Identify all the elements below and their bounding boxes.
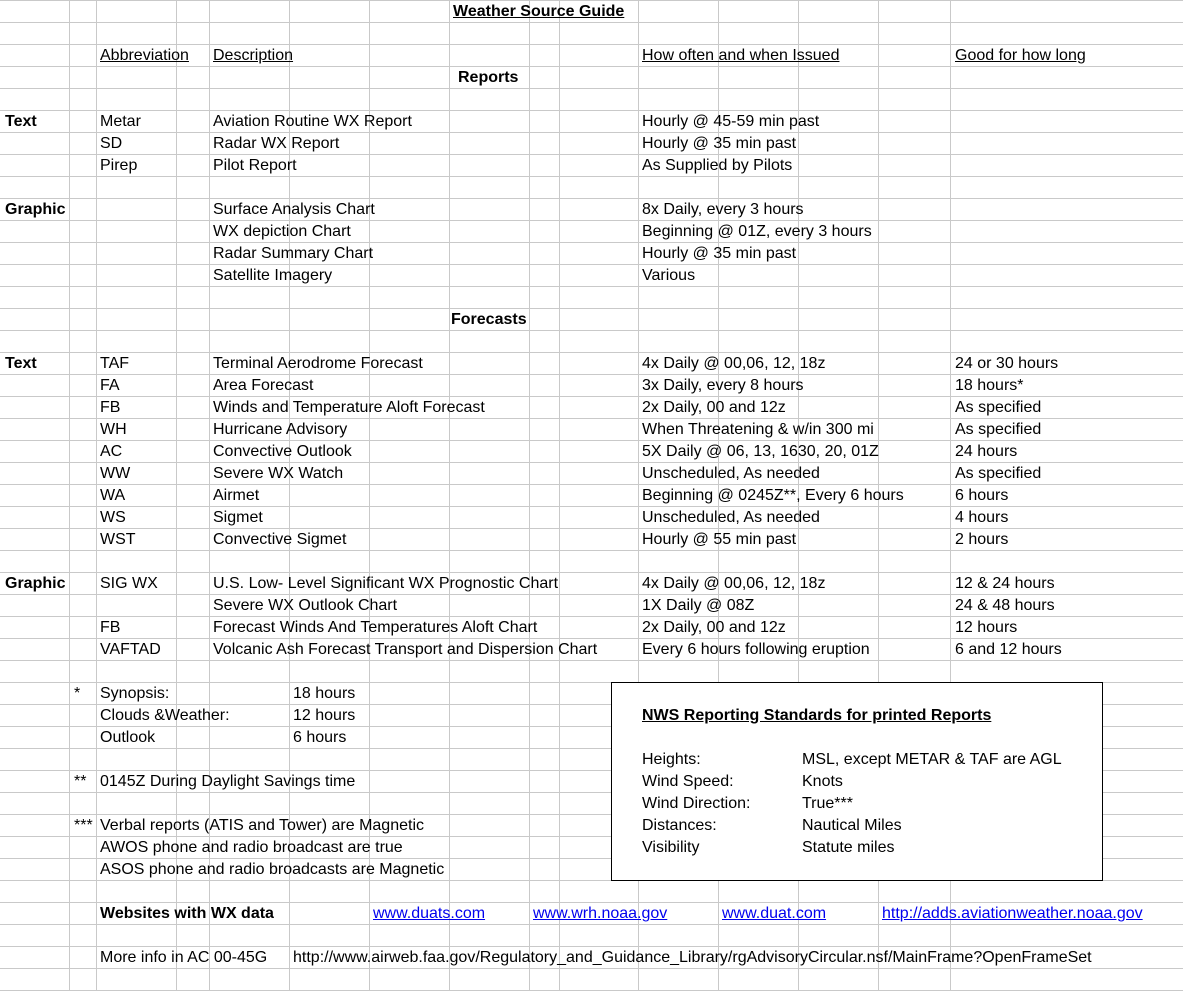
cell-description: Severe WX Watch <box>213 465 344 482</box>
websites-label: Websites with WX data <box>100 905 274 922</box>
gridline-row <box>0 286 1183 287</box>
cell-abbreviation: WW <box>100 465 131 482</box>
cell-description: Radar WX Report <box>213 135 340 152</box>
cell-valid: 4 hours <box>955 509 1009 526</box>
cell-description: Volcanic Ash Forecast Transport and Dispersion Chart <box>213 641 598 658</box>
gridline-col <box>96 0 97 991</box>
more-info-label: More info in AC 00-45G <box>100 949 268 966</box>
nws-value: True*** <box>802 795 853 812</box>
header-issued: How often and when Issued <box>642 47 840 64</box>
cell-valid: 6 and 12 hours <box>955 641 1062 658</box>
cell-issued: Every 6 hours following eruption <box>642 641 870 658</box>
gridline-col <box>529 0 530 991</box>
cell-issued: Various <box>642 267 696 284</box>
cell-issued: Hourly @ 55 min past <box>642 531 797 548</box>
cell-issued: Hourly @ 35 min past <box>642 135 797 152</box>
cell-valid: As specified <box>955 465 1042 482</box>
link-duat[interactable]: www.duat.com <box>722 905 827 922</box>
cell-description: Airmet <box>213 487 260 504</box>
note-star1-value: 18 hours <box>293 685 356 702</box>
cell-issued: Unscheduled, As needed <box>642 465 820 482</box>
note-star3-line: Verbal reports (ATIS and Tower) are Magnetic <box>100 817 424 834</box>
note-star3-line: ASOS phone and radio broadcasts are Magnetic <box>100 861 445 878</box>
gridline-row <box>0 308 1183 309</box>
cell-valid: 6 hours <box>955 487 1009 504</box>
gridline-row <box>0 88 1183 89</box>
category-forecast-text: Text <box>5 355 37 372</box>
nws-label: Wind Speed: <box>642 773 734 790</box>
cell-abbreviation: VAFTAD <box>100 641 161 658</box>
cell-issued: 4x Daily @ 00,06, 12, 18z <box>642 355 826 372</box>
note-star3-marker: *** <box>74 817 93 834</box>
cell-valid: As specified <box>955 399 1042 416</box>
cell-abbreviation: FB <box>100 399 121 416</box>
cell-valid: 24 & 48 hours <box>955 597 1055 614</box>
cell-abbreviation: AC <box>100 443 123 460</box>
link-duats[interactable]: www.duats.com <box>373 905 486 922</box>
note-star1-marker: * <box>74 685 81 702</box>
cell-issued: 1X Daily @ 08Z <box>642 597 755 614</box>
cell-description: Hurricane Advisory <box>213 421 348 438</box>
nws-value: Nautical Miles <box>802 817 902 834</box>
section-forecasts: Forecasts <box>451 311 527 328</box>
gridline-row <box>0 242 1183 243</box>
cell-issued: 3x Daily, every 8 hours <box>642 377 804 394</box>
cell-abbreviation: TAF <box>100 355 130 372</box>
link-wrh-noaa[interactable]: www.wrh.noaa.gov <box>533 905 668 922</box>
cell-description: Convective Outlook <box>213 443 352 460</box>
cell-description: WX depiction Chart <box>213 223 351 240</box>
gridline-row <box>0 110 1183 111</box>
cell-abbreviation: FA <box>100 377 120 394</box>
cell-issued: Unscheduled, As needed <box>642 509 820 526</box>
nws-value: Knots <box>802 773 843 790</box>
cell-abbreviation: WS <box>100 509 126 526</box>
note-star2-text: 0145Z During Daylight Savings time <box>100 773 356 790</box>
cell-issued: Beginning @ 0245Z**, Every 6 hours <box>642 487 904 504</box>
cell-issued: Hourly @ 45-59 min past <box>642 113 820 130</box>
cell-abbreviation: Metar <box>100 113 141 130</box>
cell-issued: When Threatening & w/in 300 mi <box>642 421 874 438</box>
cell-abbreviation: FB <box>100 619 121 636</box>
cell-valid: 12 & 24 hours <box>955 575 1055 592</box>
gridline-row <box>0 154 1183 155</box>
nws-title: NWS Reporting Standards for printed Reports <box>642 707 992 724</box>
cell-description: Pilot Report <box>213 157 297 174</box>
cell-issued: 4x Daily @ 00,06, 12, 18z <box>642 575 826 592</box>
category-report-text: Text <box>5 113 37 130</box>
cell-issued: Beginning @ 01Z, every 3 hours <box>642 223 872 240</box>
gridline-row <box>0 220 1183 221</box>
note-star1-label: Outlook <box>100 729 156 746</box>
cell-abbreviation: SIG WX <box>100 575 158 592</box>
nws-label: Wind Direction: <box>642 795 751 812</box>
cell-issued: 5X Daily @ 06, 13, 1630, 20, 01Z <box>642 443 879 460</box>
note-star1-value: 6 hours <box>293 729 347 746</box>
cell-abbreviation: WA <box>100 487 126 504</box>
cell-description: Winds and Temperature Aloft Forecast <box>213 399 485 416</box>
category-forecast-graphic: Graphic <box>5 575 66 592</box>
nws-value: Statute miles <box>802 839 895 856</box>
cell-description: Severe WX Outlook Chart <box>213 597 398 614</box>
cell-issued: 8x Daily, every 3 hours <box>642 201 804 218</box>
cell-issued: As Supplied by Pilots <box>642 157 793 174</box>
nws-value: MSL, except METAR & TAF are AGL <box>802 751 1062 768</box>
gridline-col <box>559 0 560 991</box>
cell-description: Aviation Routine WX Report <box>213 113 412 130</box>
cell-description: Area Forecast <box>213 377 314 394</box>
gridline-row <box>0 198 1183 199</box>
gridline-row <box>0 264 1183 265</box>
note-star1-label: Clouds &Weather: <box>100 707 230 724</box>
cell-description: Terminal Aerodrome Forecast <box>213 355 423 372</box>
cell-abbreviation: WST <box>100 531 136 548</box>
cell-description: Sigmet <box>213 509 263 526</box>
note-star3-line: AWOS phone and radio broadcast are true <box>100 839 403 856</box>
cell-abbreviation: Pirep <box>100 157 138 174</box>
cell-issued: Hourly @ 35 min past <box>642 245 797 262</box>
gridline-col <box>69 0 70 991</box>
cell-valid: 2 hours <box>955 531 1009 548</box>
cell-description: Convective Sigmet <box>213 531 347 548</box>
cell-description: U.S. Low- Level Significant WX Prognostic Chart <box>213 575 559 592</box>
cell-description: Satellite Imagery <box>213 267 333 284</box>
section-reports: Reports <box>458 69 519 86</box>
note-star1-value: 12 hours <box>293 707 356 724</box>
nws-label: Visibility <box>642 839 700 856</box>
note-star1-label: Synopsis: <box>100 685 170 702</box>
gridline-row <box>0 132 1183 133</box>
more-info-url: http://www.airweb.faa.gov/Regulatory_and_Guidance_Library/rgAdvisoryCircular.nsf/MainFrame?OpenFrameSet <box>293 949 1092 966</box>
nws-label: Heights: <box>642 751 701 768</box>
cell-description: Surface Analysis Chart <box>213 201 375 218</box>
header-description: Description <box>213 47 294 64</box>
cell-valid: 12 hours <box>955 619 1018 636</box>
gridline-row <box>0 330 1183 331</box>
note-star2-marker: ** <box>74 773 87 790</box>
nws-label: Distances: <box>642 817 717 834</box>
gridline-col <box>449 0 450 991</box>
cell-valid: 18 hours* <box>955 377 1024 394</box>
header-abbreviation: Abbreviation <box>100 47 189 64</box>
cell-valid: 24 or 30 hours <box>955 355 1059 372</box>
category-report-graphic: Graphic <box>5 201 66 218</box>
header-valid: Good for how long <box>955 47 1086 64</box>
link-adds-aviationweather[interactable]: http://adds.aviationweather.noaa.gov <box>882 905 1143 922</box>
gridline-row <box>0 176 1183 177</box>
cell-issued: 2x Daily, 00 and 12z <box>642 399 786 416</box>
cell-abbreviation: WH <box>100 421 127 438</box>
cell-valid: As specified <box>955 421 1042 438</box>
cell-description: Radar Summary Chart <box>213 245 374 262</box>
cell-description: Forecast Winds And Temperatures Aloft Chart <box>213 619 538 636</box>
cell-abbreviation: SD <box>100 135 123 152</box>
cell-valid: 24 hours <box>955 443 1018 460</box>
cell-issued: 2x Daily, 00 and 12z <box>642 619 786 636</box>
page-title: Weather Source Guide <box>453 3 625 20</box>
